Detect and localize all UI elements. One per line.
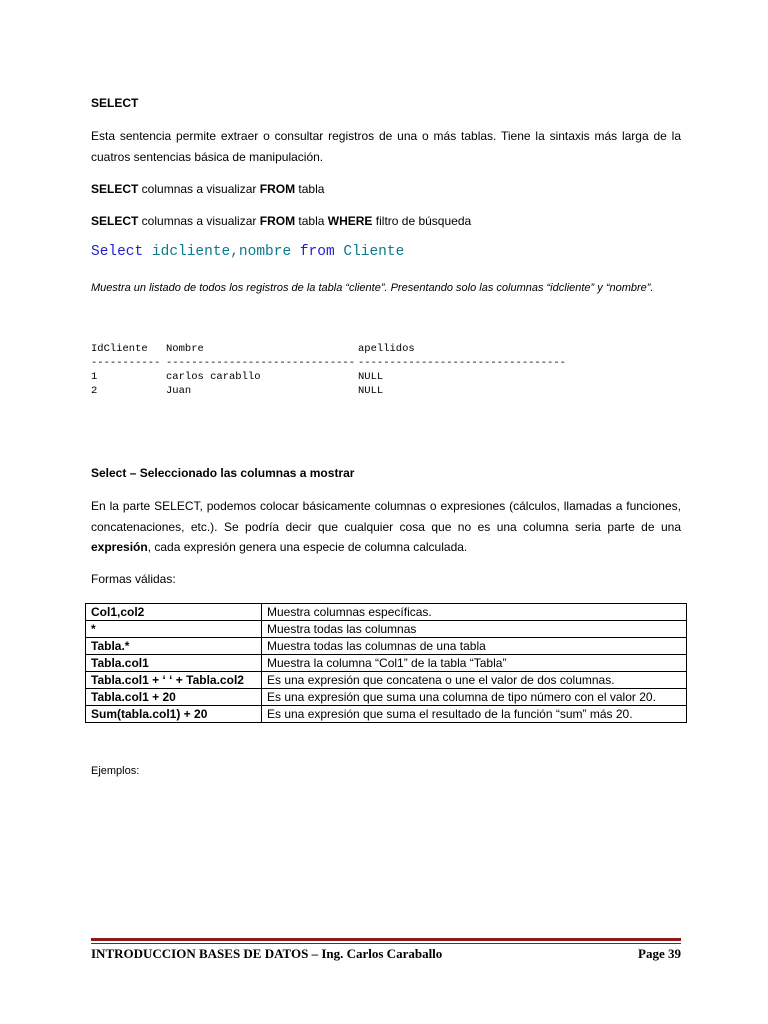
section-title: Select – Seleccionado las columnas a mostrar [91, 466, 355, 480]
form-expression: Col1,col2 [86, 604, 262, 621]
syntax-line-1 [91, 179, 324, 199]
syntax2-select-kw: SELECT [91, 214, 139, 228]
code-from-kw: from [299, 244, 335, 260]
section-paragraph [91, 496, 681, 558]
form-description: Es una expresión que concatena o une el valor de dos columnas. [262, 672, 687, 689]
section-heading-select: SELECT [91, 96, 139, 110]
table-row [86, 638, 687, 655]
valid-forms-table [85, 603, 687, 723]
table-row [86, 604, 687, 621]
form-expression: Tabla.* [86, 638, 262, 655]
table-row [86, 672, 687, 689]
ejemplos-label: Ejemplos: [91, 765, 140, 777]
table-row [86, 655, 687, 672]
syntax2-from-kw: FROM [259, 214, 296, 228]
form-description: Muestra columnas específicas. [262, 604, 687, 621]
syntax1-text2: tabla [295, 182, 325, 196]
syntax2-where-kw: WHERE [327, 214, 373, 228]
syntax-line-2 [91, 211, 471, 231]
form-expression: Tabla.col1 [86, 655, 262, 672]
result-row-1-apellidos: NULL [358, 371, 384, 383]
table-row [86, 621, 687, 638]
footer-rule-thick [91, 938, 681, 941]
syntax2-text2: tabla [295, 214, 328, 228]
form-description: Es una expresión que suma el resultado de la función “sum” más 20. [262, 706, 687, 723]
code-columns: idcliente,nombre [143, 244, 300, 260]
result-header-nombre: Nombre [166, 343, 204, 355]
section-para-bold: expresión [91, 540, 148, 554]
intro-paragraph: Esta sentencia permite extraer o consultar registros de una o más tablas. Tiene la sintaxis más larga de la cuatros sentencias básica de manipulación. [91, 129, 681, 164]
result-row-1-id: 1 [91, 371, 98, 383]
result-row-2-apellidos: NULL [358, 385, 384, 397]
result-separator-1: ----------- [91, 357, 161, 369]
table-row [86, 706, 687, 723]
form-description: Muestra todas las columnas de una tabla [262, 638, 687, 655]
formas-label: Formas válidas: [91, 572, 176, 586]
form-expression: Sum(tabla.col1) + 20 [86, 706, 262, 723]
result-row-2-nombre: Juan [166, 385, 192, 397]
code-table: Cliente [334, 244, 405, 260]
footer-page-number: Page 39 [638, 946, 681, 961]
form-expression: Tabla.col1 + ‘ ‘ + Tabla.col2 [86, 672, 262, 689]
code-note: Muestra un listado de todos los registros de la tabla “cliente”. Presentando solo las columnas “idcliente” y “nombre”. [91, 282, 654, 294]
form-description: Es una expresión que suma una columna de tipo número con el valor 20. [262, 689, 687, 706]
syntax1-text1: columnas a visualizar [138, 182, 260, 196]
result-row-2-id: 2 [91, 385, 98, 397]
result-row-1-nombre: carlos carabllo [166, 371, 261, 383]
table-row [86, 689, 687, 706]
result-header-apellidos: apellidos [358, 343, 415, 355]
footer-rule-thin [91, 943, 681, 944]
result-separator-2: ------------------------------ [166, 357, 356, 369]
result-header-idcliente: IdCliente [91, 343, 148, 355]
sql-code-example [91, 244, 404, 260]
syntax1-from-kw: FROM [259, 182, 296, 196]
syntax2-text3: filtro de búsqueda [372, 214, 472, 228]
code-select-kw: Select [91, 244, 144, 260]
section-para-part-b: , cada expresión genera una especie de columna calculada. [147, 540, 468, 554]
form-expression: * [86, 621, 262, 638]
result-separator-3: --------------------------------- [358, 357, 566, 369]
form-description: Muestra la columna “Col1” de la tabla “Tabla” [262, 655, 687, 672]
footer-title: INTRODUCCION BASES DE DATOS – Ing. Carlos Caraballo [91, 946, 443, 961]
section-para-part-a: En la parte SELECT, podemos colocar básicamente columnas o expresiones (cálculos, llamadas a funciones, concatenaciones, etc.). Se podría decir que cualquier cosa que no es una columna seria parte de una [91, 499, 681, 534]
syntax1-select-kw: SELECT [91, 182, 139, 196]
form-description: Muestra todas las columnas [262, 621, 687, 638]
syntax2-text1: columnas a visualizar [138, 214, 260, 228]
form-expression: Tabla.col1 + 20 [86, 689, 262, 706]
